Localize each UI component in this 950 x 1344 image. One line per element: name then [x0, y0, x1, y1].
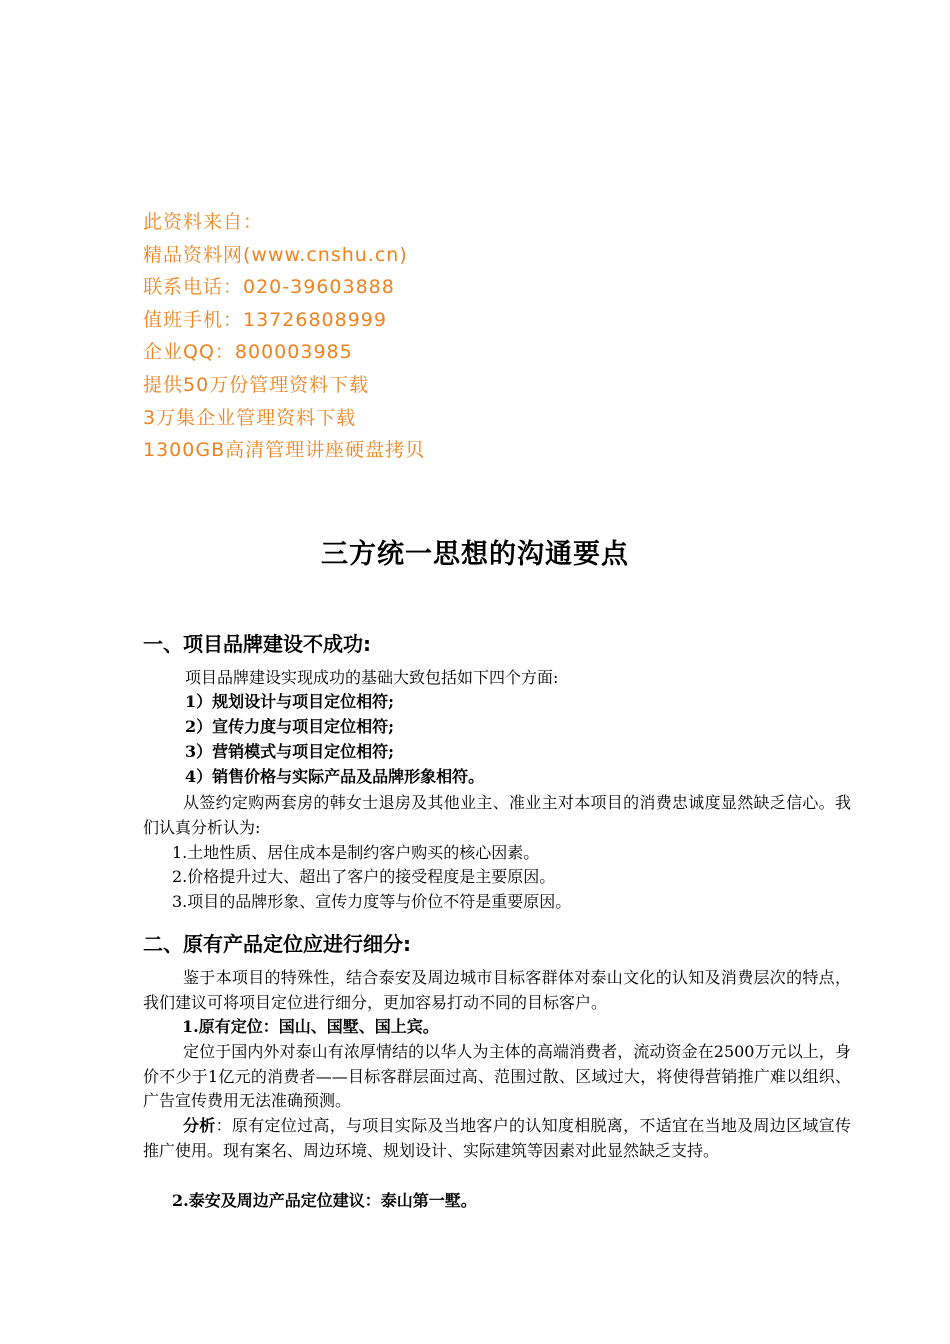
section2-subheading: 2.泰安及周边产品定位建议：泰山第一墅。 [172, 1191, 477, 1210]
promo-line: 3万集企业管理资料下载 [143, 406, 357, 429]
section1-reason: 3.项目的品牌形象、宣传力度等与价位不符是重要原因。 [172, 892, 572, 911]
promo-mobile: 值班手机：13726808999 [143, 308, 387, 331]
section2-paragraph: 定位于国内外对泰山有浓厚情结的以华人为主体的高端消费者，流动资金在2500万元以上，身价不少于1亿元的消费者——目标客群层面过高、范围过散、区域过大，将使得营销推广难以组织、广告宣传费用无法准确预测。 [143, 1042, 851, 1111]
page-title: 三方统一思想的沟通要点 [321, 539, 629, 570]
analysis-text: ：原有定位过高，与项目实际及当地客户的认知度相脱离，不适宜在当地及周边区域宣传推广使用。现有案名、周边环境、规划设计、实际建筑等因素对此显然缺乏支持。 [143, 1116, 851, 1160]
section1-point: 2）宣传力度与项目定位相符; [185, 717, 395, 736]
section1-reason: 1.土地性质、居住成本是制约客户购买的核心因素。 [172, 843, 540, 862]
promo-line: 提供50万份管理资料下载 [143, 373, 370, 396]
promo-line: 1300GB高清管理讲座硬盘拷贝 [143, 439, 426, 462]
section1-intro: 项目品牌建设实现成功的基础大致包括如下四个方面: [185, 668, 559, 687]
section2-subheading: 1.原有定位：国山、国墅、国上宾。 [182, 1017, 439, 1036]
section1-point: 1）规划设计与项目定位相符; [185, 692, 395, 711]
promo-block [143, 206, 425, 467]
section1-point: 4）销售价格与实际产品及品牌形象相符。 [185, 767, 485, 786]
section1-paragraph: 从签约定购两套房的韩女士退房及其他业主、准业主对本项目的消费忠诚度显然缺乏信心。我们认真分析认为: [143, 793, 851, 837]
section1-reason: 2.价格提升过大、超出了客户的接受程度是主要原因。 [172, 867, 556, 886]
analysis-label: 分析 [183, 1116, 216, 1135]
promo-qq: 企业QQ：800003985 [143, 341, 353, 364]
section2-paragraph: 鉴于本项目的特殊性，结合泰安及周边城市目标客群体对泰山文化的认知及消费层次的特点，我们建议可将项目定位进行细分，更加容易打动不同的目标客户。 [143, 968, 851, 1012]
promo-phone: 联系电话：020-39603888 [143, 276, 395, 299]
section2-heading: 二、原有产品定位应进行细分: [143, 932, 411, 956]
section1-point: 3）营销模式与项目定位相符; [185, 742, 395, 761]
section2-analysis [143, 1114, 851, 1163]
promo-website[interactable]: 精品资料网(www.cnshu.cn) [143, 243, 408, 266]
section1-heading: 一、项目品牌建设不成功: [143, 632, 371, 656]
promo-line: 此资料来自： [143, 211, 264, 233]
